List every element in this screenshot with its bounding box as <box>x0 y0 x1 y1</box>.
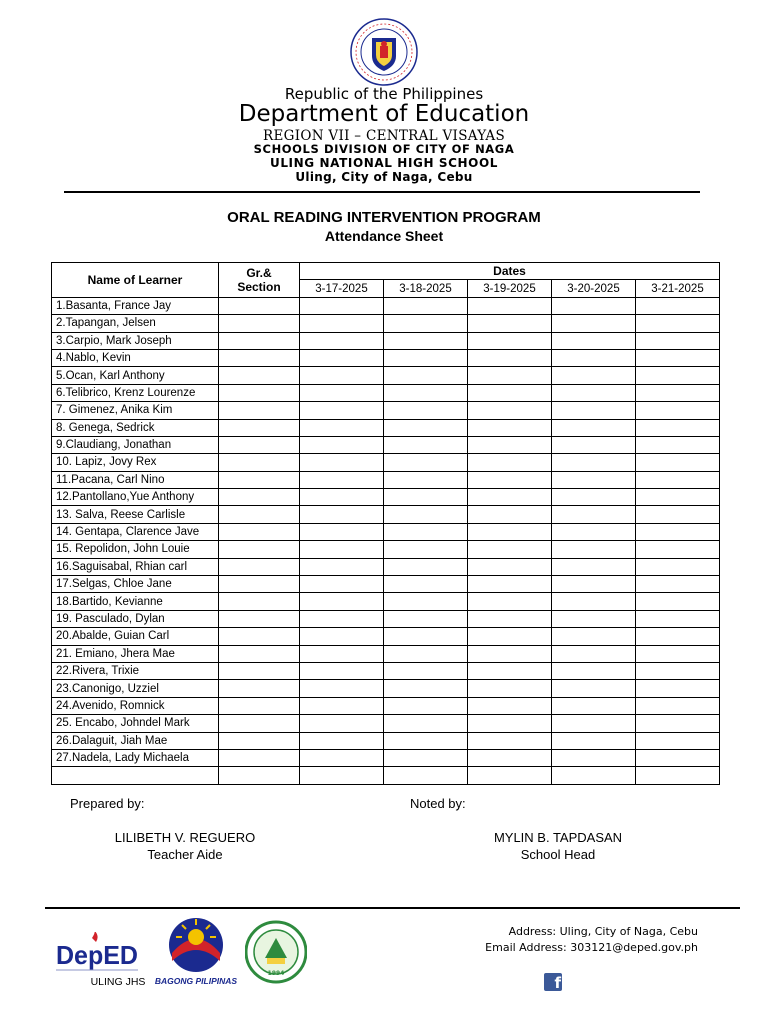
attendance-cell[interactable] <box>552 489 636 506</box>
section-cell[interactable] <box>219 541 300 558</box>
table-row <box>52 315 720 332</box>
table-row <box>52 715 720 732</box>
attendance-cell[interactable] <box>300 576 384 593</box>
attendance-cell[interactable] <box>468 715 552 732</box>
attendance-cell[interactable] <box>636 593 720 610</box>
svg-text:1994: 1994 <box>267 970 285 977</box>
attendance-table <box>51 262 720 785</box>
attendance-cell[interactable] <box>384 645 468 662</box>
attendance-cell[interactable] <box>384 628 468 645</box>
attendance-cell[interactable] <box>552 541 636 558</box>
attendance-cell[interactable] <box>636 662 720 679</box>
table-row <box>52 454 720 471</box>
attendance-cell[interactable] <box>300 523 384 540</box>
section-cell[interactable] <box>219 367 300 384</box>
table-row <box>52 593 720 610</box>
attendance-cell[interactable] <box>468 610 552 627</box>
table-row <box>52 384 720 401</box>
header-department: Department of Education <box>238 101 530 127</box>
attendance-cell[interactable] <box>552 315 636 332</box>
attendance-cell[interactable] <box>552 610 636 627</box>
attendance-cell[interactable] <box>552 662 636 679</box>
attendance-cell[interactable] <box>300 662 384 679</box>
header-republic: Republic of the Philippines <box>284 85 484 103</box>
attendance-cell[interactable] <box>300 697 384 714</box>
attendance-cell[interactable] <box>636 506 720 523</box>
header-region: REGION VII – CENTRAL VISAYAS <box>262 128 506 144</box>
attendance-cell[interactable] <box>384 332 468 349</box>
attendance-cell[interactable] <box>300 645 384 662</box>
attendance-cell[interactable] <box>468 471 552 488</box>
section-cell[interactable] <box>219 662 300 679</box>
attendance-cell[interactable] <box>468 419 552 436</box>
attendance-cell[interactable] <box>468 628 552 645</box>
attendance-cell[interactable] <box>384 593 468 610</box>
learner-name-cell: 21. Emiano, Jhera Mae <box>52 645 219 662</box>
attendance-cell[interactable] <box>384 715 468 732</box>
prepared-by-name: LILIBETH V. REGUERO <box>114 830 256 845</box>
attendance-cell[interactable] <box>468 384 552 401</box>
attendance-cell[interactable] <box>300 680 384 697</box>
learner-name-cell: 17.Selgas, Chloe Jane <box>52 576 219 593</box>
attendance-cell[interactable] <box>384 610 468 627</box>
table-row <box>52 767 720 784</box>
attendance-cell[interactable] <box>636 367 720 384</box>
section-cell[interactable] <box>219 732 300 749</box>
column-header-dates: Dates <box>300 263 720 280</box>
attendance-cell[interactable] <box>384 471 468 488</box>
school-seal-logo <box>245 918 307 986</box>
attendance-cell[interactable] <box>636 349 720 366</box>
attendance-cell[interactable] <box>384 367 468 384</box>
attendance-cell[interactable] <box>300 367 384 384</box>
attendance-cell[interactable] <box>468 349 552 366</box>
attendance-cell[interactable] <box>468 662 552 679</box>
learner-name-cell: 3.Carpio, Mark Joseph <box>52 332 219 349</box>
header-school: ULING NATIONAL HIGH SCHOOL <box>269 156 499 170</box>
header-address: Uling, City of Naga, Cebu <box>295 170 473 184</box>
table-row <box>52 349 720 366</box>
date-column-header: 3-19-2025 <box>468 280 552 297</box>
table-row <box>52 436 720 453</box>
attendance-cell[interactable] <box>636 454 720 471</box>
attendance-cell[interactable] <box>468 523 552 540</box>
header-divider <box>64 191 700 193</box>
attendance-cell[interactable] <box>552 680 636 697</box>
date-column-header: 3-21-2025 <box>636 280 720 297</box>
learner-name-cell: 20.Abalde, Guian Carl <box>52 628 219 645</box>
table-row <box>52 332 720 349</box>
learner-name-cell: 18.Bartido, Kevianne <box>52 593 219 610</box>
table-row <box>52 680 720 697</box>
learner-name-cell: 7. Gimenez, Anika Kim <box>52 402 219 419</box>
attendance-cell[interactable] <box>300 767 384 784</box>
attendance-cell[interactable] <box>384 489 468 506</box>
table-row <box>52 419 720 436</box>
attendance-cell[interactable] <box>300 541 384 558</box>
attendance-cell[interactable] <box>300 506 384 523</box>
attendance-cell[interactable] <box>636 297 720 314</box>
attendance-cell[interactable] <box>384 419 468 436</box>
section-cell[interactable] <box>219 489 300 506</box>
attendance-cell[interactable] <box>468 680 552 697</box>
attendance-cell[interactable] <box>468 749 552 766</box>
attendance-cell[interactable] <box>636 749 720 766</box>
table-row <box>52 697 720 714</box>
attendance-cell[interactable] <box>636 558 720 575</box>
table-row <box>52 610 720 627</box>
table-row <box>52 541 720 558</box>
attendance-cell[interactable] <box>552 715 636 732</box>
attendance-cell[interactable] <box>552 523 636 540</box>
attendance-cell[interactable] <box>468 558 552 575</box>
attendance-cell[interactable] <box>384 558 468 575</box>
attendance-cell[interactable] <box>636 732 720 749</box>
section-cell[interactable] <box>219 749 300 766</box>
attendance-cell[interactable] <box>384 436 468 453</box>
attendance-cell[interactable] <box>552 367 636 384</box>
section-cell[interactable] <box>219 419 300 436</box>
attendance-cell[interactable] <box>636 471 720 488</box>
attendance-cell[interactable] <box>384 767 468 784</box>
attendance-cell[interactable] <box>552 332 636 349</box>
footer-divider <box>45 907 740 909</box>
noted-by-name: MYLIN B. TAPDASAN <box>493 830 623 845</box>
attendance-cell[interactable] <box>552 558 636 575</box>
attendance-cell[interactable] <box>636 436 720 453</box>
attendance-cell[interactable] <box>636 541 720 558</box>
attendance-cell[interactable] <box>300 419 384 436</box>
table-row <box>52 732 720 749</box>
attendance-cell[interactable] <box>552 593 636 610</box>
bagong-pilipinas-logo <box>160 915 232 975</box>
attendance-cell[interactable] <box>300 749 384 766</box>
attendance-cell[interactable] <box>384 315 468 332</box>
attendance-cell[interactable] <box>300 436 384 453</box>
learner-name-cell: 25. Encabo, Johndel Mark <box>52 715 219 732</box>
attendance-cell[interactable] <box>300 715 384 732</box>
section-cell[interactable] <box>219 384 300 401</box>
noted-by-role: School Head <box>520 847 596 862</box>
attendance-cell[interactable] <box>384 576 468 593</box>
attendance-cell[interactable] <box>300 332 384 349</box>
attendance-cell[interactable] <box>300 489 384 506</box>
table-row <box>52 645 720 662</box>
attendance-cell[interactable] <box>468 315 552 332</box>
learner-name-cell: 12.Pantollano,Yue Anthony <box>52 489 219 506</box>
attendance-cell[interactable] <box>552 297 636 314</box>
attendance-cell[interactable] <box>552 767 636 784</box>
attendance-cell[interactable] <box>384 506 468 523</box>
attendance-cell[interactable] <box>384 732 468 749</box>
section-cell[interactable] <box>219 697 300 714</box>
attendance-cell[interactable] <box>384 680 468 697</box>
attendance-cell[interactable] <box>636 628 720 645</box>
table-row <box>52 489 720 506</box>
attendance-cell[interactable] <box>636 523 720 540</box>
footer-address: Address: Uling, City of Naga, Cebu <box>508 925 698 938</box>
table-row <box>52 749 720 766</box>
learner-name-cell: 14. Gentapa, Clarence Jave <box>52 523 219 540</box>
header-division: SCHOOLS DIVISION OF CITY OF NAGA <box>253 142 515 156</box>
attendance-cell[interactable] <box>300 558 384 575</box>
table-row <box>52 628 720 645</box>
attendance-cell[interactable] <box>636 680 720 697</box>
learner-name-cell: 5.Ocan, Karl Anthony <box>52 367 219 384</box>
deped-subtitle: ULING JHS <box>90 976 146 988</box>
section-cell[interactable] <box>219 576 300 593</box>
attendance-cell[interactable] <box>552 384 636 401</box>
column-header-name: Name of Learner <box>52 263 219 298</box>
table-row <box>52 506 720 523</box>
attendance-cell[interactable] <box>552 349 636 366</box>
attendance-cell[interactable] <box>636 767 720 784</box>
section-cell[interactable] <box>219 767 300 784</box>
section-cell[interactable] <box>219 680 300 697</box>
section-cell[interactable] <box>219 402 300 419</box>
attendance-cell[interactable] <box>300 610 384 627</box>
learner-name-cell: 10. Lapiz, Jovy Rex <box>52 454 219 471</box>
attendance-cell[interactable] <box>552 471 636 488</box>
attendance-cell[interactable] <box>468 506 552 523</box>
document-subtitle: Attendance Sheet <box>324 228 444 244</box>
attendance-cell[interactable] <box>636 419 720 436</box>
attendance-cell[interactable] <box>468 593 552 610</box>
attendance-cell[interactable] <box>468 297 552 314</box>
date-column-header: 3-20-2025 <box>552 280 636 297</box>
learner-name-cell: 13. Salva, Reese Carlisle <box>52 506 219 523</box>
attendance-cell[interactable] <box>300 315 384 332</box>
attendance-cell[interactable] <box>468 454 552 471</box>
attendance-cell[interactable] <box>636 402 720 419</box>
attendance-cell[interactable] <box>468 541 552 558</box>
attendance-cell[interactable] <box>552 732 636 749</box>
attendance-cell[interactable] <box>300 384 384 401</box>
section-cell[interactable] <box>219 506 300 523</box>
attendance-cell[interactable] <box>384 402 468 419</box>
attendance-cell[interactable] <box>552 419 636 436</box>
attendance-cell[interactable] <box>552 436 636 453</box>
attendance-cell[interactable] <box>636 315 720 332</box>
section-cell[interactable] <box>219 436 300 453</box>
section-cell[interactable] <box>219 349 300 366</box>
attendance-cell[interactable] <box>552 506 636 523</box>
learner-name-cell: 6.Telibrico, Krenz Lourenze <box>52 384 219 401</box>
learner-name-cell: 1.Basanta, France Jay <box>52 297 219 314</box>
learner-name-cell: 19. Pasculado, Dylan <box>52 610 219 627</box>
column-header-section: Gr.& Section <box>219 263 300 298</box>
attendance-cell[interactable] <box>552 645 636 662</box>
attendance-cell[interactable] <box>300 402 384 419</box>
attendance-cell[interactable] <box>384 662 468 679</box>
attendance-cell[interactable] <box>384 297 468 314</box>
noted-by-label: Noted by: <box>410 796 466 811</box>
table-row <box>52 471 720 488</box>
attendance-cell[interactable] <box>468 576 552 593</box>
attendance-cell[interactable] <box>300 297 384 314</box>
attendance-cell[interactable] <box>468 732 552 749</box>
attendance-cell[interactable] <box>552 454 636 471</box>
section-cell[interactable] <box>219 715 300 732</box>
section-cell[interactable] <box>219 315 300 332</box>
attendance-cell[interactable] <box>384 523 468 540</box>
learner-name-cell: 26.Dalaguit, Jiah Mae <box>52 732 219 749</box>
attendance-cell[interactable] <box>384 349 468 366</box>
attendance-cell[interactable] <box>300 471 384 488</box>
attendance-cell[interactable] <box>468 767 552 784</box>
attendance-cell[interactable] <box>552 697 636 714</box>
facebook-icon[interactable]: f <box>544 973 562 991</box>
learner-name-cell: 24.Avenido, Romnick <box>52 697 219 714</box>
svg-text:DepED: DepED <box>56 940 138 970</box>
attendance-cell[interactable] <box>468 402 552 419</box>
attendance-cell[interactable] <box>384 454 468 471</box>
table-row <box>52 576 720 593</box>
prepared-by-role: Teacher Aide <box>147 847 223 862</box>
attendance-cell[interactable] <box>384 541 468 558</box>
learner-name-cell: 2.Tapangan, Jelsen <box>52 315 219 332</box>
section-cell[interactable] <box>219 332 300 349</box>
footer-email: Email Address: 303121@deped.gov.ph <box>485 941 698 954</box>
learner-name-cell: 4.Nablo, Kevin <box>52 349 219 366</box>
table-row <box>52 558 720 575</box>
section-cell[interactable] <box>219 593 300 610</box>
section-cell[interactable] <box>219 645 300 662</box>
attendance-cell[interactable] <box>300 454 384 471</box>
section-cell[interactable] <box>219 523 300 540</box>
attendance-cell[interactable] <box>384 749 468 766</box>
section-cell[interactable] <box>219 628 300 645</box>
attendance-cell[interactable] <box>636 576 720 593</box>
attendance-cell[interactable] <box>636 332 720 349</box>
learner-name-cell: 27.Nadela, Lady Michaela <box>52 749 219 766</box>
date-column-header: 3-18-2025 <box>384 280 468 297</box>
learner-name-cell: 15. Repolidon, John Louie <box>52 541 219 558</box>
attendance-cell[interactable] <box>300 732 384 749</box>
attendance-cell[interactable] <box>468 436 552 453</box>
table-row <box>52 523 720 540</box>
section-cell[interactable] <box>219 610 300 627</box>
bagong-pilipinas-text: BAGONG PILIPINAS <box>154 976 238 986</box>
attendance-cell[interactable] <box>552 402 636 419</box>
learner-name-cell: 23.Canonigo, Uzziel <box>52 680 219 697</box>
date-column-header: 3-17-2025 <box>300 280 384 297</box>
deped-logo <box>56 932 140 976</box>
attendance-cell[interactable] <box>300 593 384 610</box>
section-cell[interactable] <box>219 454 300 471</box>
table-row <box>52 402 720 419</box>
section-cell[interactable] <box>219 471 300 488</box>
table-row <box>52 367 720 384</box>
attendance-cell[interactable] <box>468 332 552 349</box>
document-title: ORAL READING INTERVENTION PROGRAM <box>227 209 541 226</box>
attendance-cell[interactable] <box>384 697 468 714</box>
learner-name-cell: 16.Saguisabal, Rhian carl <box>52 558 219 575</box>
learner-name-cell <box>52 767 219 784</box>
learner-name-cell: 22.Rivera, Trixie <box>52 662 219 679</box>
attendance-cell[interactable] <box>636 384 720 401</box>
attendance-cell[interactable] <box>636 610 720 627</box>
attendance-cell[interactable] <box>636 645 720 662</box>
prepared-by-label: Prepared by: <box>70 796 145 811</box>
attendance-cell[interactable] <box>468 645 552 662</box>
deped-seal-logo <box>350 18 418 86</box>
learner-name-cell: 9.Claudiang, Jonathan <box>52 436 219 453</box>
learner-name-cell: 8. Genega, Sedrick <box>52 419 219 436</box>
attendance-cell[interactable] <box>468 697 552 714</box>
attendance-cell[interactable] <box>552 576 636 593</box>
table-row <box>52 297 720 314</box>
learner-name-cell: 11.Pacana, Carl Nino <box>52 471 219 488</box>
attendance-cell[interactable] <box>468 489 552 506</box>
section-cell[interactable] <box>219 297 300 314</box>
attendance-cell[interactable] <box>300 349 384 366</box>
attendance-cell[interactable] <box>636 697 720 714</box>
attendance-cell[interactable] <box>300 628 384 645</box>
attendance-cell[interactable] <box>636 489 720 506</box>
attendance-cell[interactable] <box>468 367 552 384</box>
attendance-cell[interactable] <box>552 628 636 645</box>
table-row <box>52 662 720 679</box>
attendance-cell[interactable] <box>552 749 636 766</box>
attendance-cell[interactable] <box>384 384 468 401</box>
attendance-cell[interactable] <box>636 715 720 732</box>
section-cell[interactable] <box>219 558 300 575</box>
